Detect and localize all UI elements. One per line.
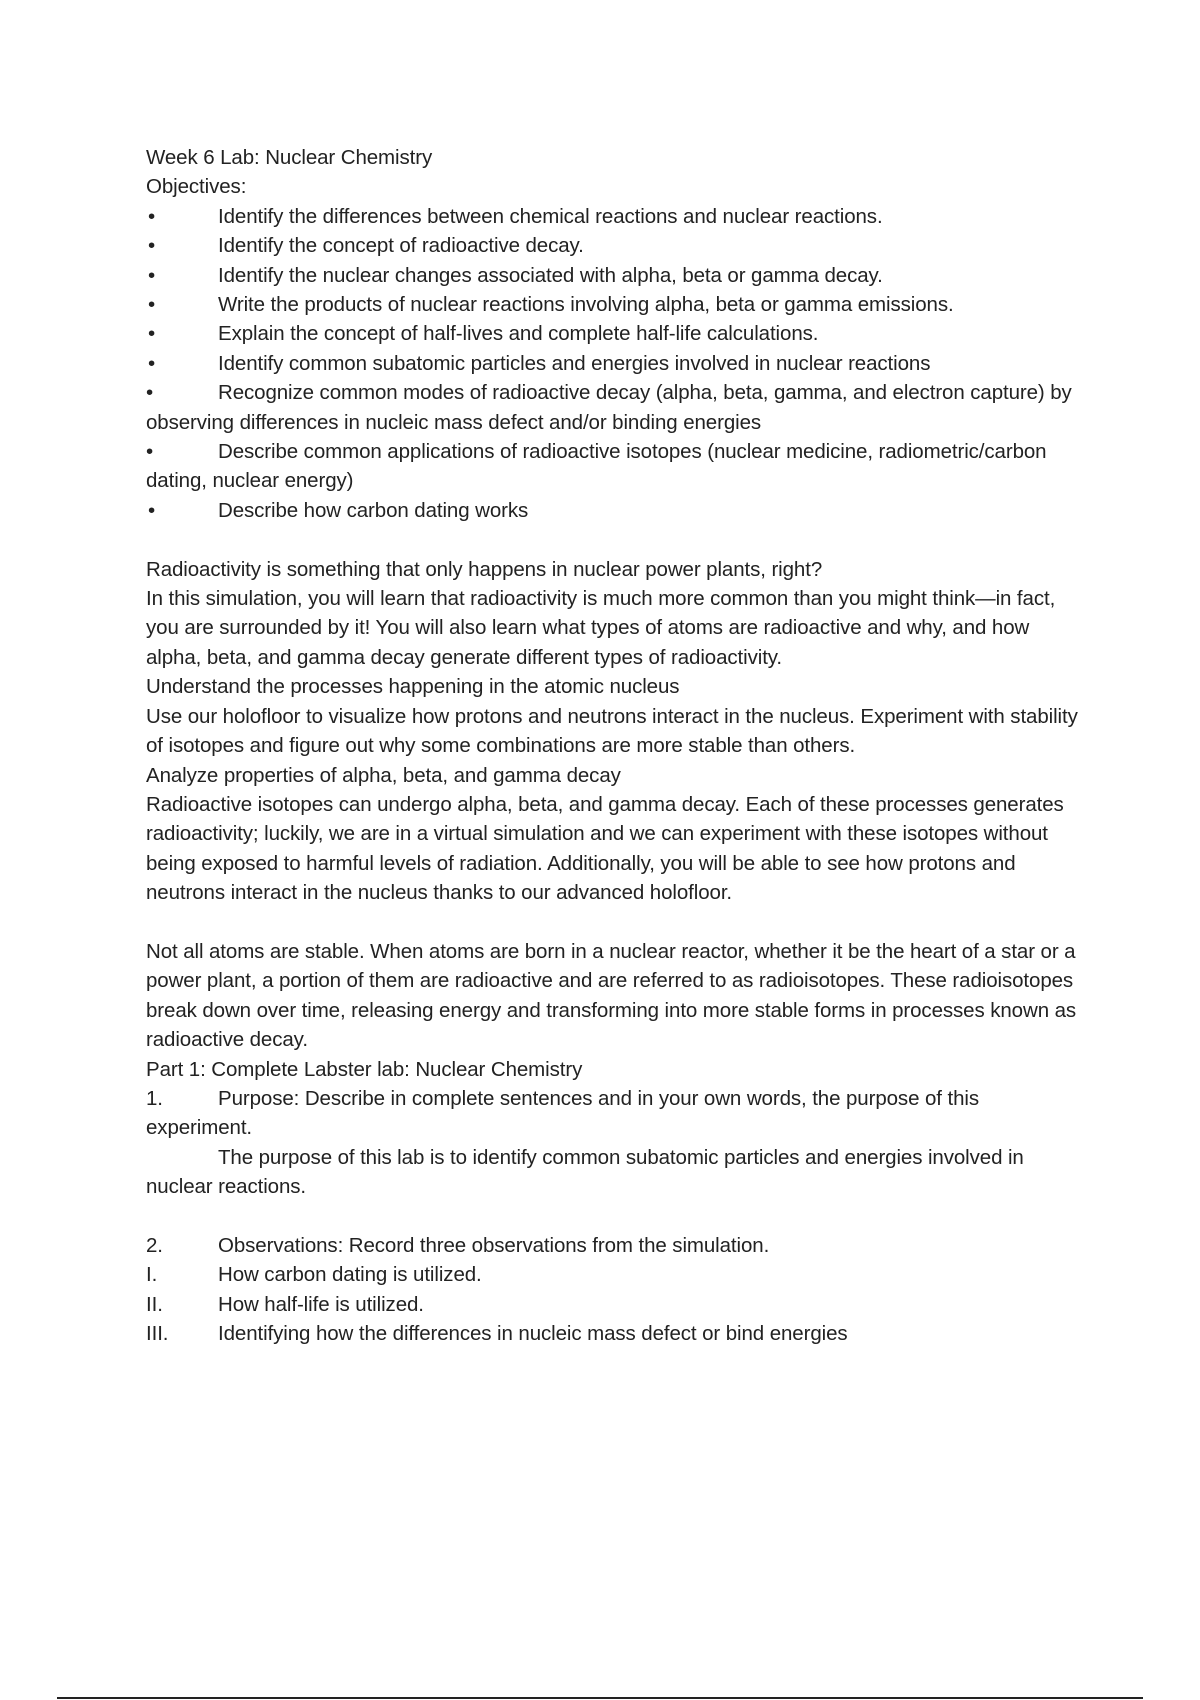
purpose-answer: The purpose of this lab is to identify common subatomic particles and energies involved in nuclear reactions. [146, 1145, 1024, 1199]
objective-text: Explain the concept of half-lives and complete half-life calculations. [218, 322, 819, 346]
objective-item [146, 496, 1086, 525]
observation-text: Identifying how the differences in nucleic mass defect or bind energies [218, 1322, 848, 1346]
decay-paragraph: Radioactive isotopes can undergo alpha, beta, and gamma decay. Each of these processes generates radioactivity; luckily, we are in a virtual simulation and we can experiment with these isotopes without being exposed to harmful levels of radiation. Additionally, you will be able to see how protons and neutrons interact in the nucleus thanks to our advanced holofloor. [146, 792, 1064, 905]
part1-heading: Part 1: Complete Labster lab: Nuclear Chemistry [146, 1057, 583, 1081]
objective-item [146, 231, 1086, 260]
observation-text: How carbon dating is utilized. [218, 1263, 482, 1287]
objective-text: Identify the nuclear changes associated with alpha, beta or gamma decay. [218, 263, 883, 287]
question-number: 2. [146, 1233, 163, 1257]
bullet-marker: • [148, 263, 156, 287]
stability-paragraph: Not all atoms are stable. When atoms are born in a nuclear reactor, whether it be the heart of a star or a power plant, a portion of them are radioactive and are referred to as radioisotopes. These radioisotopes break down over time, releasing energy and transforming into more stable forms in processes known as radioactive decay. [146, 939, 1077, 1052]
question-prompt: Observations: Record three observations from the simulation. [218, 1233, 770, 1257]
objective-item [146, 202, 1086, 231]
objectives-heading: Objectives: [146, 175, 247, 199]
roman-numeral: III. [146, 1322, 169, 1346]
bullet-marker: • [148, 322, 156, 346]
roman-numeral: I. [146, 1263, 158, 1287]
intro-question: Radioactivity is something that only happens in nuclear power plants, right? [146, 557, 823, 581]
observation-item [146, 1290, 1086, 1319]
objective-text: Describe how carbon dating works [218, 498, 529, 522]
objective-text: Identify the differences between chemical reactions and nuclear reactions. [218, 204, 883, 228]
objective-text: Describe common applications of radioactive isotopes (nuclear medicine, radiometric/carbon dating, nuclear energy) [146, 440, 1047, 493]
observations-list [146, 1260, 1086, 1348]
question-number: 1. [146, 1086, 163, 1110]
question-prompt: Purpose: Describe in complete sentences and in your own words, the purpose of this experiment. [146, 1086, 979, 1140]
objective-item [146, 290, 1086, 319]
observation-item [146, 1319, 1086, 1348]
objective-item [146, 437, 1086, 496]
objective-text: Write the products of nuclear reactions involving alpha, beta or gamma emissions. [218, 293, 954, 317]
question-2 [146, 1231, 1086, 1260]
observation-item [146, 1260, 1086, 1289]
objective-text: Identify common subatomic particles and energies involved in nuclear reactions [218, 351, 931, 375]
bullet-marker: • [148, 498, 156, 522]
spacer [146, 908, 1086, 937]
objective-item [146, 319, 1086, 348]
bullet-marker: • [148, 204, 156, 228]
objective-item [146, 378, 1086, 437]
document-page [146, 143, 1086, 1349]
bullet-marker: • [146, 381, 154, 405]
holofloor-paragraph: Use our holofloor to visualize how protons and neutrons interact in the nucleus. Experiment with stability of isotopes and figure out why some combinations are more stable than others. [146, 704, 1078, 758]
observation-text: How half-life is utilized. [218, 1292, 424, 1316]
document-title: Week 6 Lab: Nuclear Chemistry [146, 146, 433, 169]
objective-item [146, 349, 1086, 378]
objectives-list [146, 202, 1086, 525]
objective-text: Recognize common modes of radioactive decay (alpha, beta, gamma, and electron capture) by observing differences in nucleic mass defect and/or binding energies [146, 381, 1072, 434]
section-heading: Understand the processes happening in the atomic nucleus [146, 675, 680, 699]
page-bottom-rule [57, 1697, 1143, 1699]
spacer [146, 525, 1086, 554]
bullet-marker: • [146, 440, 154, 464]
question-1 [146, 1084, 1086, 1143]
roman-numeral: II. [146, 1292, 163, 1316]
objective-text: Identify the concept of radioactive decay. [218, 234, 584, 258]
spacer [146, 1202, 1086, 1231]
bullet-marker: • [148, 351, 156, 375]
bullet-marker: • [148, 234, 156, 258]
section-heading: Analyze properties of alpha, beta, and gamma decay [146, 763, 621, 787]
intro-paragraph: In this simulation, you will learn that radioactivity is much more common than you might think—in fact, you are surrounded by it! You will also learn what types of atoms are radioactive and why, and how alpha, beta, and gamma decay generate different types of radioactivity. [146, 587, 1056, 669]
objective-item [146, 261, 1086, 290]
bullet-marker: • [148, 293, 156, 317]
